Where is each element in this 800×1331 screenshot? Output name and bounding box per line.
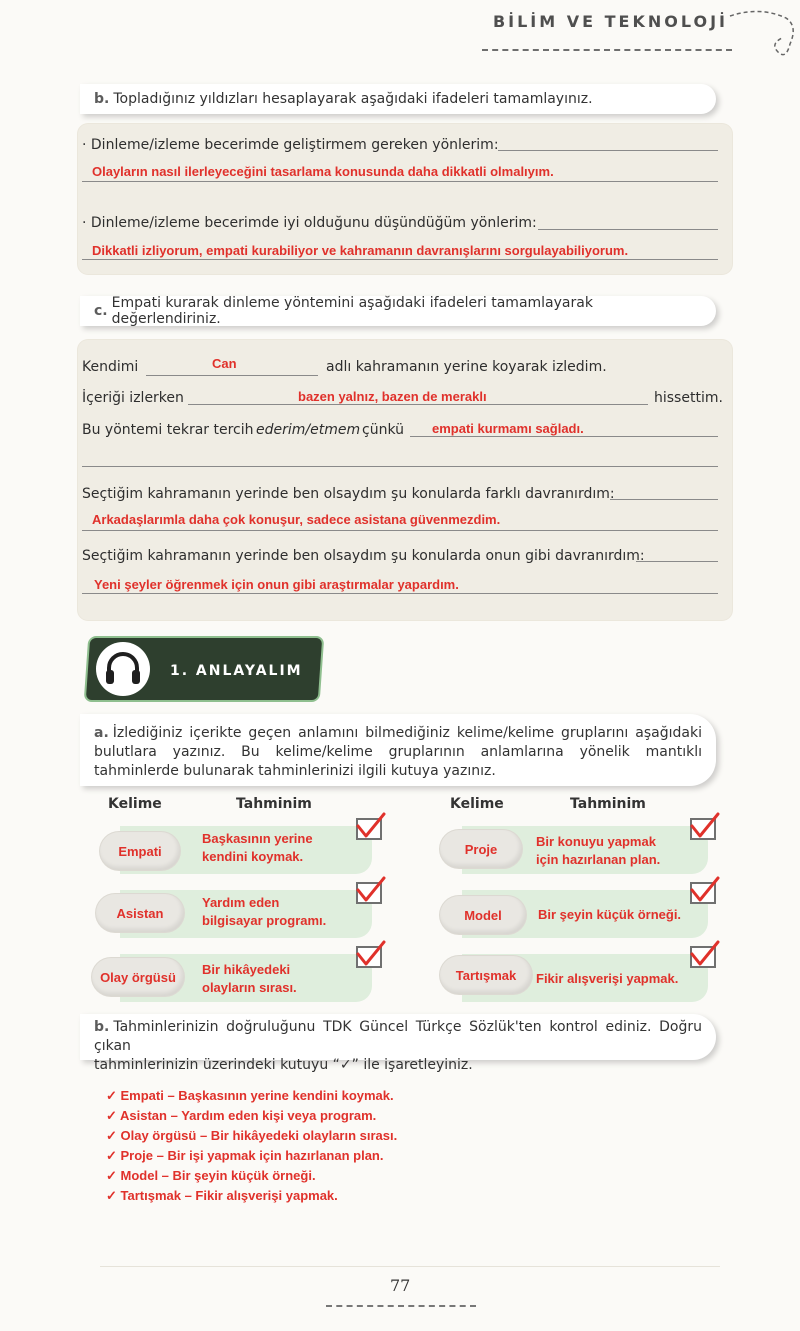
column-header-word: Kelime	[450, 796, 504, 812]
answer-line	[636, 561, 718, 562]
answer-line	[82, 530, 718, 531]
check-box[interactable]	[690, 946, 716, 968]
headphones-icon	[96, 642, 150, 696]
word-cloud[interactable]	[92, 958, 184, 996]
instruction-text: Topladığınız yıldızları hesaplayarak aşağıdaki ifadeleri tamamlayınız.	[113, 91, 593, 107]
line5-prompt: Seçtiğim kahramanın yerinde ben olsaydım şu konularda onun gibi davranırdım:	[82, 548, 645, 564]
answer-improve[interactable]: Olayların nasıl ilerleyeceğini tasarlama konusunda daha dikkatli olmalıyım.	[92, 164, 554, 179]
header-divider	[482, 49, 732, 51]
word-cloud[interactable]	[440, 896, 526, 934]
guess-text[interactable]: Başkasının yerine kendini koymak.	[202, 831, 313, 864]
word: Tartışmak	[455, 967, 517, 983]
instruction-text: İzlediğiniz içerikte geçen anlamını bilmediğiniz kelime/kelime gruplarını aşağıdaki bulutlara yazınız. Bu kelime/kelime gruplarının anlamlarına yönelik mantıklı tahminlerde bulunarak tahminlerinizi ilgili kutuya yazınız.	[94, 725, 702, 779]
word: Model	[464, 907, 502, 923]
answer-line	[188, 404, 648, 405]
word: Empati	[118, 843, 162, 859]
item-letter: b.	[94, 91, 110, 107]
list-item: ✓ Model – Bir şeyin küçük örneği.	[106, 1168, 316, 1183]
answer-same[interactable]: Yeni şeyler öğrenmek için onun gibi araştırmalar yapardım.	[94, 577, 459, 592]
answer-feeling[interactable]: bazen yalnız, bazen de meraklı	[298, 389, 487, 404]
chapter-title: BİLİM VE TEKNOLOJİ	[492, 12, 728, 31]
check-box[interactable]	[356, 818, 382, 840]
answer-line	[498, 150, 718, 151]
answer-line	[146, 375, 318, 376]
instruction-text: tahminlerinizin üzerindeki kutuyu “	[94, 1057, 340, 1073]
item-letter: c.	[94, 303, 108, 319]
list-item: ✓ Tartışmak – Fikir alışverişi yapmak.	[106, 1188, 338, 1203]
guess-text[interactable]: Bir şeyin küçük örneği.	[538, 907, 682, 922]
answer-list	[106, 1086, 397, 1206]
answer-line	[82, 181, 718, 182]
list-item: ✓ Olay örgüsü – Bir hikâyedeki olayların sırası.	[106, 1128, 398, 1143]
answer-line	[82, 593, 718, 594]
line2-post: hissettim.	[654, 390, 723, 406]
decorative-swirl-icon	[720, 4, 800, 64]
instruction-text: ” ile işaretleyiniz.	[351, 1057, 473, 1073]
line3-pre: Bu yöntemi tekrar tercih	[82, 422, 254, 438]
instruction-text: Tahminlerinizin doğruluğunu TDK Güncel Türkçe Sözlük'ten kontrol ediniz. Doğru çıkan	[94, 1019, 702, 1054]
guess-text[interactable]: Bir hikâyedeki olayların sırası.	[202, 962, 297, 995]
answer-hero-name[interactable]: Can	[212, 356, 237, 371]
column-header-guess: Tahminim	[236, 796, 312, 812]
word-cloud[interactable]	[440, 956, 532, 994]
checkmark-icon: ✓	[339, 1057, 352, 1073]
line2-pre: İçeriği izlerken	[82, 390, 184, 406]
check-box[interactable]	[356, 882, 382, 904]
answer-reason[interactable]: empati kurmamı sağladı.	[432, 421, 584, 436]
line3-choice: ederim/etmem	[256, 422, 361, 438]
item-letter: a.	[94, 725, 109, 741]
column-header-guess: Tahminim	[570, 796, 646, 812]
instruction-1a	[80, 714, 716, 786]
answer-different[interactable]: Arkadaşlarımla daha çok konuşur, sadece asistana güvenmezdim.	[92, 512, 501, 527]
word-cloud[interactable]	[96, 894, 184, 932]
prompt-strengths: · Dinleme/izleme becerimde iyi olduğunu düşündüğüm yönlerim:	[82, 215, 537, 231]
answer-strengths[interactable]: Dikkatli izliyorum, empati kurabiliyor ve kahramanın davranışlarını sorgulayabiliyorum.	[92, 243, 629, 258]
instruction-b	[80, 84, 716, 114]
instruction-text: Empati kurarak dinleme yöntemini aşağıdaki ifadeleri tamamlayarak değerlendiriniz.	[111, 295, 593, 327]
footer-divider	[100, 1266, 720, 1267]
line4-prompt: Seçtiğim kahramanın yerinde ben olsaydım şu konularda farklı davranırdım:	[82, 486, 615, 502]
item-letter: b.	[94, 1019, 110, 1035]
prompt-improve: · Dinleme/izleme becerimde geliştirmem gereken yönlerim:	[82, 137, 499, 153]
list-item: ✓ Asistan – Yardım eden kişi veya program.	[106, 1108, 377, 1123]
page-number: 77	[390, 1276, 411, 1295]
word: Olay örgüsü	[100, 969, 176, 985]
answer-line	[82, 466, 718, 467]
instruction-c	[80, 296, 716, 326]
answer-line	[610, 499, 718, 500]
line1-pre: Kendimi	[82, 359, 139, 375]
page-divider	[326, 1305, 476, 1307]
answer-line	[410, 436, 718, 437]
list-item: ✓ Proje – Bir işi yapmak için hazırlanan plan.	[106, 1148, 384, 1163]
section-title: 1. ANLAYALIM	[170, 663, 303, 679]
answer-line	[82, 259, 718, 260]
answer-line	[538, 229, 718, 230]
check-box[interactable]	[356, 946, 382, 968]
guess-text[interactable]: Fikir alışverişi yapmak.	[536, 971, 679, 986]
guess-text[interactable]: Bir konuyu yapmak için hazırlanan plan.	[536, 834, 661, 867]
column-header-word: Kelime	[108, 796, 162, 812]
guess-text[interactable]: Yardım eden bilgisayar programı.	[202, 895, 327, 928]
word-cloud[interactable]	[100, 832, 180, 870]
word-cloud[interactable]	[440, 830, 522, 868]
line1-post: adlı kahramanın yerine koyarak izledim.	[326, 359, 607, 375]
list-item: ✓ Empati – Başkasının yerine kendini koymak.	[106, 1088, 394, 1103]
word: Proje	[464, 841, 498, 857]
line3-mid: çünkü	[362, 422, 404, 438]
check-box[interactable]	[690, 882, 716, 904]
instruction-1b	[80, 1014, 716, 1073]
check-box[interactable]	[690, 818, 716, 840]
word: Asistan	[116, 905, 164, 921]
